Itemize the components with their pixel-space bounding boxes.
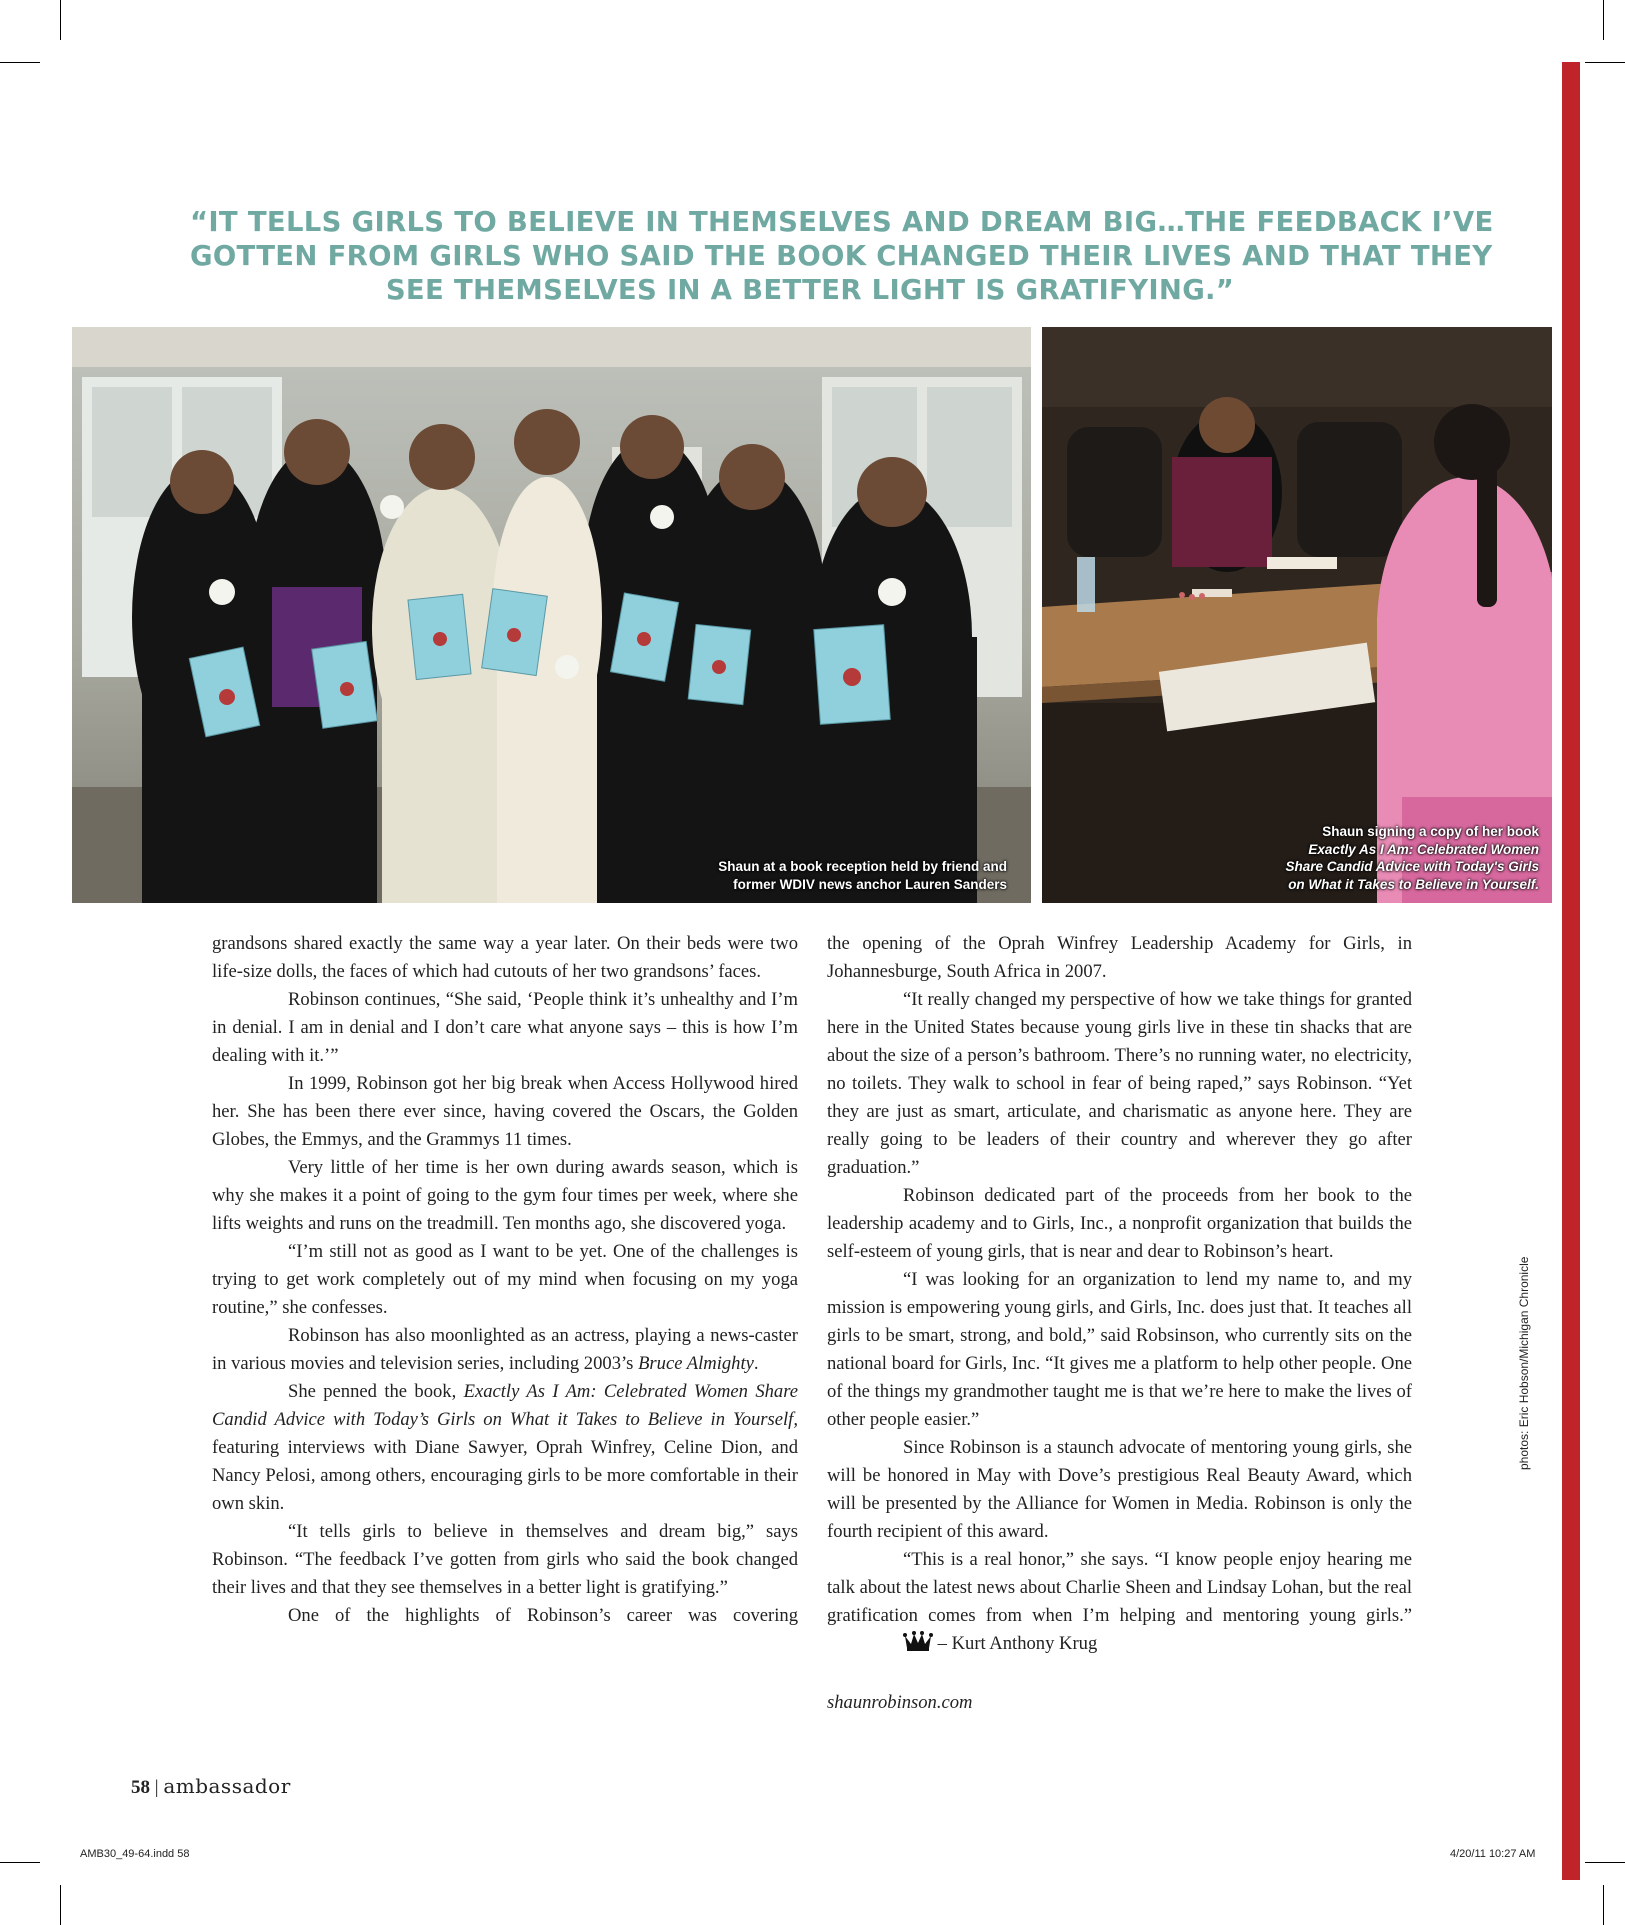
crop-mark	[0, 62, 40, 63]
article-paragraph	[827, 1546, 1412, 1661]
caption-book-title: Exactly As I Am: Celebrated Women	[1308, 841, 1539, 857]
magazine-logo: ambassador	[163, 1774, 291, 1798]
article-paragraph: “I was looking for an organization to lend my name to, and my mission is empowering young girls, and Girls, Inc. does just that. It teaches all girls to be smart, strong, and bold,” said Robsinson, who currently sits on the national board for Girls, Inc. “It gives me a platform to help other people. One of the things my grandmother taught me is that we’re here to make the lives of other people easier.”	[827, 1269, 1412, 1430]
movie-title: Bruce Almighty	[638, 1353, 754, 1374]
crop-mark	[1585, 62, 1625, 63]
article-paragraph: “It tells girls to believe in themselves and dream big,” says Robinson. “The feedback I’ve gotten from girls who said the book changed their lives and that they see themselves in a better light is gratifying.”	[212, 1521, 798, 1598]
caption-line	[1285, 876, 1539, 894]
caption-line: Shaun at a book reception held by friend and	[718, 859, 1007, 874]
article-paragraph	[212, 1322, 798, 1378]
article-paragraph: Robinson dedicated part of the proceeds from her book to the leadership academy and to Girls, Inc., a nonprofit organization that builds the self-esteem of young girls, that is near and dear to Robinson’s heart.	[827, 1185, 1412, 1262]
article-paragraph: In 1999, Robinson got her big break when Access Hollywood hired her. She has been there ever since, having covered the Oscars, the Golden Globes, the Emmys, and the Grammys 11 times.	[212, 1073, 798, 1150]
article-paragraph: One of the highlights of Robinson’s career was covering	[288, 1605, 798, 1626]
caption-book-title: Share Candid Advice with Today's Girls	[1285, 859, 1539, 874]
photo-book-reception	[72, 327, 1031, 903]
text-run: .	[753, 1353, 759, 1374]
page-number: 58	[131, 1777, 150, 1798]
pull-quote-line: “IT TELLS GIRLS TO BELIEVE IN THEMSELVES AND DREAM BIG…THE FEEDBACK I’VE	[190, 206, 1494, 238]
text-run: Robinson has also moonlighted as an actress, playing a news-caster in various movies and television series, including 2003’s	[212, 1325, 798, 1374]
byline: – Kurt Anthony Krug	[937, 1633, 1098, 1654]
print-slug-date: 4/20/11 10:27 AM	[1450, 1848, 1536, 1860]
website-link[interactable]	[827, 1689, 1412, 1717]
text-run: featuring interviews with Diane Sawyer, Oprah Winfrey, Celine Dion, and Nancy Pelosi, among others, encouraging girls to be more comfortable in their own skin.	[212, 1437, 798, 1514]
crop-mark	[60, 1885, 61, 1925]
crop-mark	[1603, 1885, 1604, 1925]
print-slug-file: AMB30_49-64.indd 58	[80, 1848, 190, 1860]
crown-icon	[827, 1630, 933, 1661]
crop-mark	[0, 1862, 40, 1863]
website-text: shaunrobinson.com	[827, 1692, 973, 1713]
page-edge-bar	[1562, 62, 1580, 1880]
pull-quote-line: GOTTEN FROM GIRLS WHO SAID THE BOOK CHANGED THEIR LIVES AND THAT THEY	[190, 240, 1493, 272]
photo-book-signing	[1042, 327, 1552, 903]
article-column-2	[827, 930, 1412, 1717]
folio-separator: |	[154, 1777, 159, 1798]
crop-mark	[1585, 1862, 1625, 1863]
caption-line	[1285, 841, 1539, 859]
article-paragraph: the opening of the Oprah Winfrey Leadership Academy for Girls, in Johannesburge, South Africa in 2007.	[827, 933, 1412, 982]
crop-mark	[60, 0, 61, 40]
article-paragraph: “It really changed my perspective of how we take things for granted here in the United States because young girls live in these tin shacks that are about the size of a person’s bathroom. There’s no running water, no electricity, no toilets. They walk to school in fear of being raped,” says Robinson. “Yet they are just as smart, articulate, and charismatic as anyone here. They are really going to be leaders of their country and wherever they go after graduation.”	[827, 989, 1412, 1178]
article-paragraph: Robinson continues, “She said, ‘People think it’s unhealthy and I’m in denial. I am in denial and I don’t care what anyone says – this is how I’m dealing with it.’”	[212, 989, 798, 1066]
text-run: “This is a real honor,” she says. “I know people enjoy hearing me talk about the latest news about Charlie Sheen and Lindsay Lohan, but the real gratification comes from when I’m helping and mentoring young girls.”	[827, 1549, 1412, 1626]
article-paragraph	[212, 1378, 798, 1518]
caption-line: Shaun signing a copy of her book	[1322, 824, 1539, 839]
article-column-1	[212, 930, 798, 1630]
pull-quote	[190, 205, 1494, 307]
page-folio	[131, 1774, 291, 1799]
photo-caption	[1285, 823, 1539, 893]
photo-credit: photos: Eric Hobson/Michigan Chronicle	[1517, 1256, 1531, 1470]
book-title: Exactly As I Am: Celebrated Women Share Candid Advice with Today’s Girls on What it Takes to Believe in Yourself,	[212, 1381, 799, 1430]
photo-caption	[718, 858, 1007, 893]
pull-quote-line: SEE THEMSELVES IN A BETTER LIGHT IS GRATIFYING.”	[385, 274, 1235, 306]
caption-line: former WDIV news anchor Lauren Sanders	[733, 876, 1007, 892]
caption-book-title: on What it Takes to Believe in Yourself.	[1288, 876, 1539, 892]
crop-mark	[1603, 0, 1604, 40]
article-paragraph: grandsons shared exactly the same way a year later. On their beds were two life-size dolls, the faces of which had cutouts of her two grandsons’ faces.	[212, 933, 798, 982]
text-run: She penned the book,	[288, 1381, 464, 1402]
article-paragraph: “I’m still not as good as I want to be yet. One of the challenges is trying to get work completely out of my mind when focusing on my yoga routine,” she confesses.	[212, 1241, 798, 1318]
article-paragraph: Very little of her time is her own during awards season, which is why she makes it a point of going to the gym four times per week, where she lifts weights and runs on the treadmill. Ten months ago, she discovered yoga.	[212, 1157, 798, 1234]
caption-line	[1285, 858, 1539, 876]
article-paragraph: Since Robinson is a staunch advocate of mentoring young girls, she will be honored in May with Dove’s prestigious Real Beauty Award, which will be presented by the Alliance for Women in Media. Robinson is only the fourth recipient of this award.	[827, 1437, 1412, 1542]
